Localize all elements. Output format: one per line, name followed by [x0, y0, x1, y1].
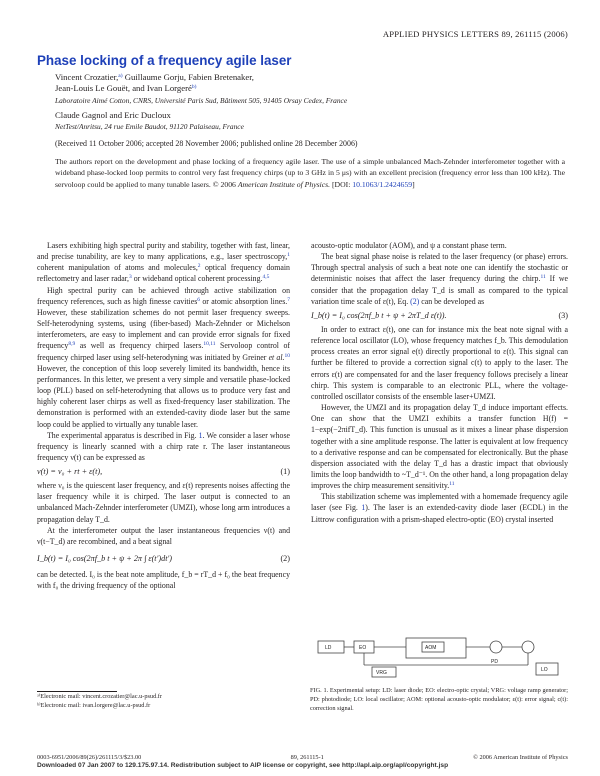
ref-link[interactable]: 10	[284, 352, 290, 359]
ref-link[interactable]: 1	[287, 252, 290, 259]
page-footer	[37, 754, 568, 761]
abstract: The authors report on the development and phase locking of a frequency agile laser. The use of a simple unbalanced Mach-Zehnder interferometer together with a wideband phase-locked loop permits to control very fast frequency chirps (up to 3 GHz in 5 μs) with an excellent precision (frequency error less than 100 kHz). The servoloop could be applied to many tunable lasers. © 2006 American Institute of Physics. [DOI: 10.1063/1.2424659]	[55, 157, 565, 189]
authors-line-2: Jean-Louis Le Gouët, and Ivan Lorgeré$^{b)}$	[55, 83, 197, 93]
footnotes	[37, 693, 290, 710]
paragraph: In order to extract ε(t), one can for instance mix the beat note signal with a reference local oscillator (LO), whose frequency matches f_b. This demodulation process creates an error signal e(t) directly proportional to ε(t). This signal can further be filtered to provide a correction signal c(t) to apply to the laser. The errors ε(t) are compensated for and the laser frequency follows precisely a linear chirp. This system is comparable to an electronic PLL, where the voltage-controlled oscillator consists of the ensemble laser+UMZI.	[311, 324, 568, 401]
paragraph: The experimental apparatus is described in Fig. 1. We consider a laser whose frequency is linearly scanned with a chirp rate r. The laser instantaneous frequency ν(t) can be expressed as	[37, 430, 290, 462]
ref-link[interactable]: 3	[129, 274, 132, 281]
affiliation-1: Laboratoire Aimé Cotton, CNRS, Université Paris Sud, Bâtiment 505, 91405 Orsay Cedex, France	[55, 96, 348, 105]
figure-label: LO	[541, 667, 548, 673]
footer-copyright: © 2006 American Institute of Physics	[473, 754, 568, 761]
journal-header: APPLIED PHYSICS LETTERS 89, 261115 (2006)	[382, 29, 568, 39]
doi-link[interactable]: 10.1063/1.2424659	[352, 179, 413, 189]
footer-issn: 0003-6951/2006/89(26)/261115/3/$23.00	[37, 754, 142, 761]
ref-link[interactable]: 6	[197, 296, 201, 303]
footnote-a-link[interactable]: a)	[118, 73, 123, 79]
footnote-rule	[37, 691, 117, 692]
equation-3: I_b(t) = I₀ cos(2πf_b t + ψ + 2πT_d ε(t)). (3)	[311, 310, 568, 320]
paragraph: At the interferometer output the laser instantaneous frequencies ν(t) and ν(t−T_d) are recombined, and a beat signal	[37, 525, 290, 546]
footer-page: 89, 261115-1	[290, 754, 324, 761]
footnote-b: ᵇ⁾Electronic mail: ivan.lorgere@lac.u-psud.fr	[37, 701, 151, 709]
download-notice: Downloaded 07 Jan 2007 to 129.175.97.14. Redistribution subject to AIP license or copyright, see http://apl.aip.org/apl/copyright.jsp	[37, 762, 449, 769]
photodiode	[490, 641, 502, 653]
ref-link[interactable]: 2	[197, 263, 201, 270]
figure-label: LD	[325, 645, 332, 651]
left-column	[37, 240, 290, 591]
received-dates: (Received 11 October 2006; accepted 28 November 2006; published online 28 December 2006)	[55, 139, 358, 148]
paragraph: This stabilization scheme was implemented with a homemade frequency agile laser (see Fig. 1). The laser is an extended-cavity diode laser (ECDL) in the Littrow configuration with a prism-shaped electro-optic (EO) crystal inserted	[311, 492, 568, 524]
equation-2: I_b(t) = I₀ cos(2πf_b t + ψ + 2π ∫ ε(t′)dt′) (2)	[37, 554, 290, 564]
mixer	[522, 641, 534, 653]
paragraph: where ν₀ is the quiescent laser frequency, and ε(t) represents noises affecting the laser frequency while it is chirped. The laser output is connected to an unbalanced Mach-Zehnder interferometer (UMZI), whose long arm introduces a propagation delay T_d.	[37, 481, 290, 524]
paragraph: acousto-optic modulator (AOM), and ψ a constant phase term.	[311, 241, 507, 250]
authors-line-1: Vincent Crozatier,$^{a)}$ Guillaume Gorju, Fabien Bretenaker,	[55, 72, 254, 82]
footnote-a: ᵃ⁾Electronic mail: vincent.crozatier@lac.u-psud.fr	[37, 693, 162, 700]
ref-link[interactable]: 11	[449, 481, 455, 488]
paragraph: However, the UMZI and its propagation delay T_d induce important effects. One can show that the UMZI exhibits a transfer function H(f) = 1−exp(−2πifT_d). This function is unusual as it mixes a linear phase dispersion together with a sine amplitude response. The latter is equivalent at low frequency to a derivative response and can be compensated for electronically. But the phase dispersion associated with the delay T_d has a drastic impact that obviously limits the loop bandwidth to ~T_d⁻¹. On the other hand, a long propagation delay improves the chirp measurement sensitivity.$^{11}$	[311, 403, 568, 491]
authors-group-2: Claude Gagnol and Eric Ducloux	[55, 110, 171, 120]
ref-link[interactable]: 11	[540, 274, 546, 281]
paragraph: The beat signal phase noise is related to the laser frequency (or phase) errors. Through spectral analysis of such a beat note one can identify the stochastic or deterministic noises that affect the laser frequency during the chirp.$^{11}$ If we consider that the propagation delay T_d is small as compared to the typical variation time scale of ε(t), Eq. (2) can be developed as	[311, 252, 568, 306]
footnote-b-link[interactable]: b)	[191, 84, 197, 90]
figure-label: VRG	[376, 670, 387, 676]
affiliation-2: NetTest/Anritsu, 24 rue Emile Baudot, 91120 Palaiseau, France	[55, 122, 244, 131]
right-column	[311, 240, 568, 525]
ref-link[interactable]: 4,5	[262, 274, 270, 281]
paper-title: Phase locking of a frequency agile laser	[37, 53, 292, 68]
paragraph: can be detected. I₀ is the beat note amplitude, f_b = rT_d + f₀ the beat frequency with f₀ the driving frequency of the optional	[37, 570, 290, 591]
ref-link[interactable]: 7	[287, 296, 290, 303]
ref-link[interactable]: 10,11	[203, 341, 216, 348]
figure-link[interactable]: 1	[361, 503, 366, 513]
ref-link[interactable]: 8,9	[68, 341, 76, 348]
figure-label: EO	[359, 645, 367, 651]
paragraph: High spectral purity can be achieved through active stabilization on frequency references, such as high finesse cavities$^6$ or atomic absorption lines.$^7$ However, these stabilization schemes do not permit laser frequency sweeps. Self-heterodyning systems, using (fiber-based) Mach-Zehnder or Michelson interferometers, are easy to implement and can provide error signals for fixed frequency$^{8,9}$ as well as frequency chirped lasers.$^{10,11}$ Servoloop control of frequency chirped laser using self-heterodyning was initiated by Greiner et al.$^{10}$ However, the conception of this loop severely limited its bandwidth, hence its performances. In this letter, we present a very simple and versatile phase-locked loop (PLL) based on self-heterodyning that allows us to produce very fast and highly coherent laser chirps as well as fixed-frequency laser stabilization. The demonstration is performed with an extended-cavity diode laser but the same loop could be applied to virtually any tunable laser.	[37, 285, 290, 429]
figure-label: PD	[491, 659, 498, 665]
equation-link[interactable]: (2)	[410, 296, 420, 306]
figure-label: AOM	[425, 645, 437, 651]
figure-link[interactable]: 1	[198, 430, 203, 440]
figure-1-setup-diagram	[310, 633, 568, 681]
figure-1-caption: FIG. 1. Experimental setup: LD: laser diode; EO: electro-optic crystal; VRG: voltage ramp generator; PD: photodiode; LO: local oscillator; AOM: optional acousto-optic modulator; ε(t): error signal; c(t): correction signal.	[310, 687, 568, 712]
equation-1: ν(t) = ν₀ + rt + ε(t), (1)	[37, 467, 290, 477]
paragraph: Lasers exhibiting high spectral purity and stability, together with fast, linear, and precise tunability, are key to many applications, e.g., laser spectroscopy,$^1$ coherent manipulation of atoms and molecules,$^2$ optical frequency domain reflectometry and laser radar,$^3$ or wideband optical coherent processing.$^{4,5}$	[37, 241, 290, 284]
